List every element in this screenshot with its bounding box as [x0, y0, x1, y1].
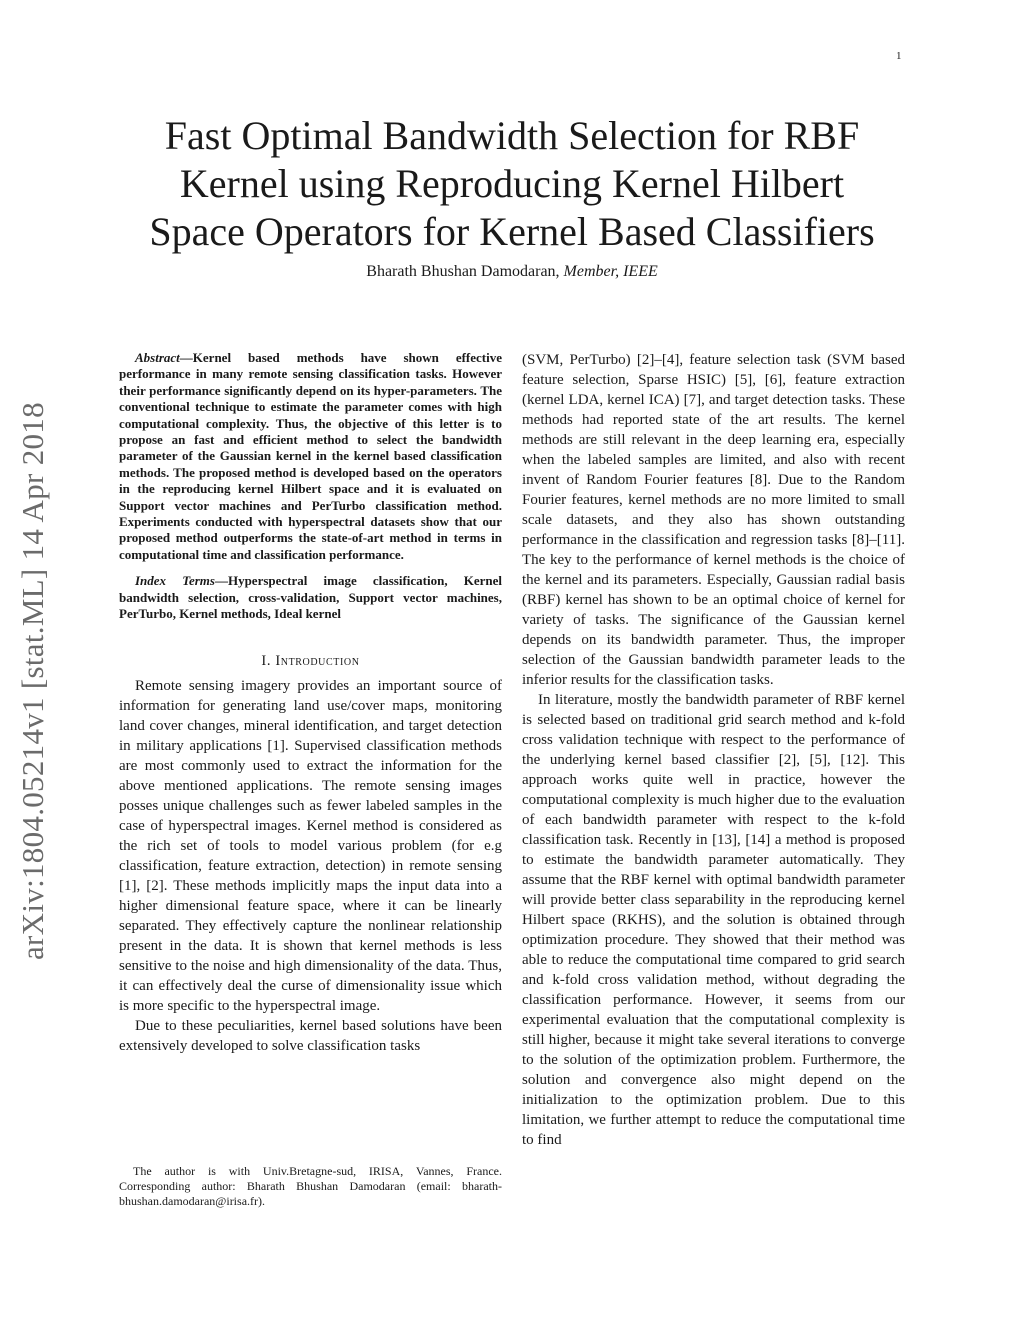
- right-column: [522, 350, 905, 1150]
- intro-paragraph: Remote sensing imagery provides an important source of information for generating land use/cover maps, monitoring land cover changes, mineral identification, and target detection in military applications [1]. Supervised classification methods are most commonly used to extract the information for the above mentioned applications. The remote sensing images posses unique challenges such as fewer labeled samples in the case of hyperspectral images. Kernel method is considered as the rich set of tools to model various problem (for e.g classification, feature extraction, detection) in remote sensing [1], [2]. These methods implicitly maps the input data into a higher dimensional feature space, where it can be linearly separated. They effectively capture the nonlinear relationship present in the data. It is shown that kernel methods is less sensitive to the noise and high dimensionality of the data. Thus, it can effectively deal the curse of dimensionality issue which is more specific to the hyperspectral image.: [119, 677, 502, 1014]
- index-terms: [119, 573, 502, 622]
- index-terms-label: Index Terms: [135, 573, 215, 589]
- abstract-text: —Kernel based methods have shown effective performance in many remote sensing classification tasks. However their performance significantly depend on its hyper-parameters. The conventional technique to estimate the parameter comes with high computational complexity. Thus, the objective of this letter is to propose an fast and efficient method to select the bandwidth parameter of the Gaussian kernel in the kernel based classification methods. The proposed method is developed based on the operators in the reproducing kernel Hilbert space and it is evaluated on Support vector machines and PerTurbo classification method. Experiments conducted with hyperspectral datasets show that our proposed method outperforms the state-of-art method in terms in computational time and classification performance.: [119, 350, 502, 562]
- author-name: Bharath Bhushan Damodaran,: [366, 263, 560, 280]
- title-line: Kernel using Reproducing Kernel Hilbert: [179, 161, 845, 206]
- paper-title: [100, 112, 924, 256]
- author-footnote: [119, 1164, 502, 1209]
- intro-paragraph: Due to these peculiarities, kernel based solutions have been extensively developed to solve classification tasks: [119, 1017, 502, 1054]
- abstract: [119, 350, 502, 563]
- author-line: [100, 263, 924, 281]
- index-terms-text: —Hyperspectral image classification, Kernel bandwidth selection, cross-validation, Support vector machines, PerTurbo, Kernel methods, Ideal kernel: [119, 573, 503, 622]
- section-title: Introduction: [275, 652, 360, 669]
- page-number: 1: [896, 50, 902, 62]
- title-line: Fast Optimal Bandwidth Selection for RBF: [164, 113, 860, 158]
- abstract-label: Abstract: [135, 350, 180, 365]
- intro-paragraph-continued: (SVM, PerTurbo) [2]–[4], feature selection task (SVM based feature selection, Sparse HSIC) [5], [6], feature extraction (kernel LDA, kernel ICA) [7], and target detection tasks. These methods had reported state of the art results. The kernel methods are still relevant in the deep learning era, especially when the labeled samples are limited, and also with recent invent of Random Fourier features [8]. Due to the Random Fourier features, kernel methods are no more limited to small scale datasets, and they also has shown outstanding performance in the classification and regression tasks [8]–[11]. The key to the performance of kernel methods is the choice of the kernel and its parameters. Especially, Gaussian radial basis (RBF) kernel has shown to be an optimal choice of kernel for variety of tasks. The significance of the Gaussian kernel depends on its bandwidth parameter. Thus, the improper selection of the Gaussian bandwidth parameter leads to the inferior results for the classification tasks.: [522, 352, 905, 688]
- arxiv-identifier-stamp: arXiv:1804.05214v1 [stat.ML] 14 Apr 2018: [15, 402, 50, 960]
- left-column: [119, 350, 502, 1056]
- footnote-text: The author is with Univ.Bretagne-sud, IRISA, Vannes, France. Corresponding author: Bharath Bhushan Damodaran (email: bharath-bhushan.damodaran@irisa.fr).: [119, 1164, 502, 1208]
- title-line: Space Operators for Kernel Based Classifiers: [149, 209, 875, 254]
- section-heading-introduction: [119, 653, 502, 670]
- section-numeral: I.: [261, 652, 272, 669]
- intro-paragraph: In literature, mostly the bandwidth parameter of RBF kernel is selected based on traditional grid search method and k-fold cross validation technique with respect to the performance of the underlying kernel based classifier [2], [5], [12]. This approach works quite well in practice, however the computational complexity is much higher due to the evaluation of each bandwidth parameter with respect to the k-fold classification task. Recently in [13], [14] a method is proposed to estimate the bandwidth parameter automatically. They assume that the RBF kernel with optimal bandwidth parameter will provide better class separability in the reproducing kernel Hilbert space (RKHS), and the solution is obtained through optimization procedure. They showed that their method was able to reduce the computational time compared to grid search and k-fold cross validation method, without degrading the classification performance. However, it seems from our experimental evaluation that the computational complexity is still higher, because it might take several iterations to converge to the solution of the optimization problem. Furthermore, the solution and convergence also might depend on the initialization to the optimization problem. Due to this limitation, we further attempt to reduce the computational time to find: [522, 692, 905, 1148]
- author-affiliation: Member, IEEE: [563, 263, 658, 280]
